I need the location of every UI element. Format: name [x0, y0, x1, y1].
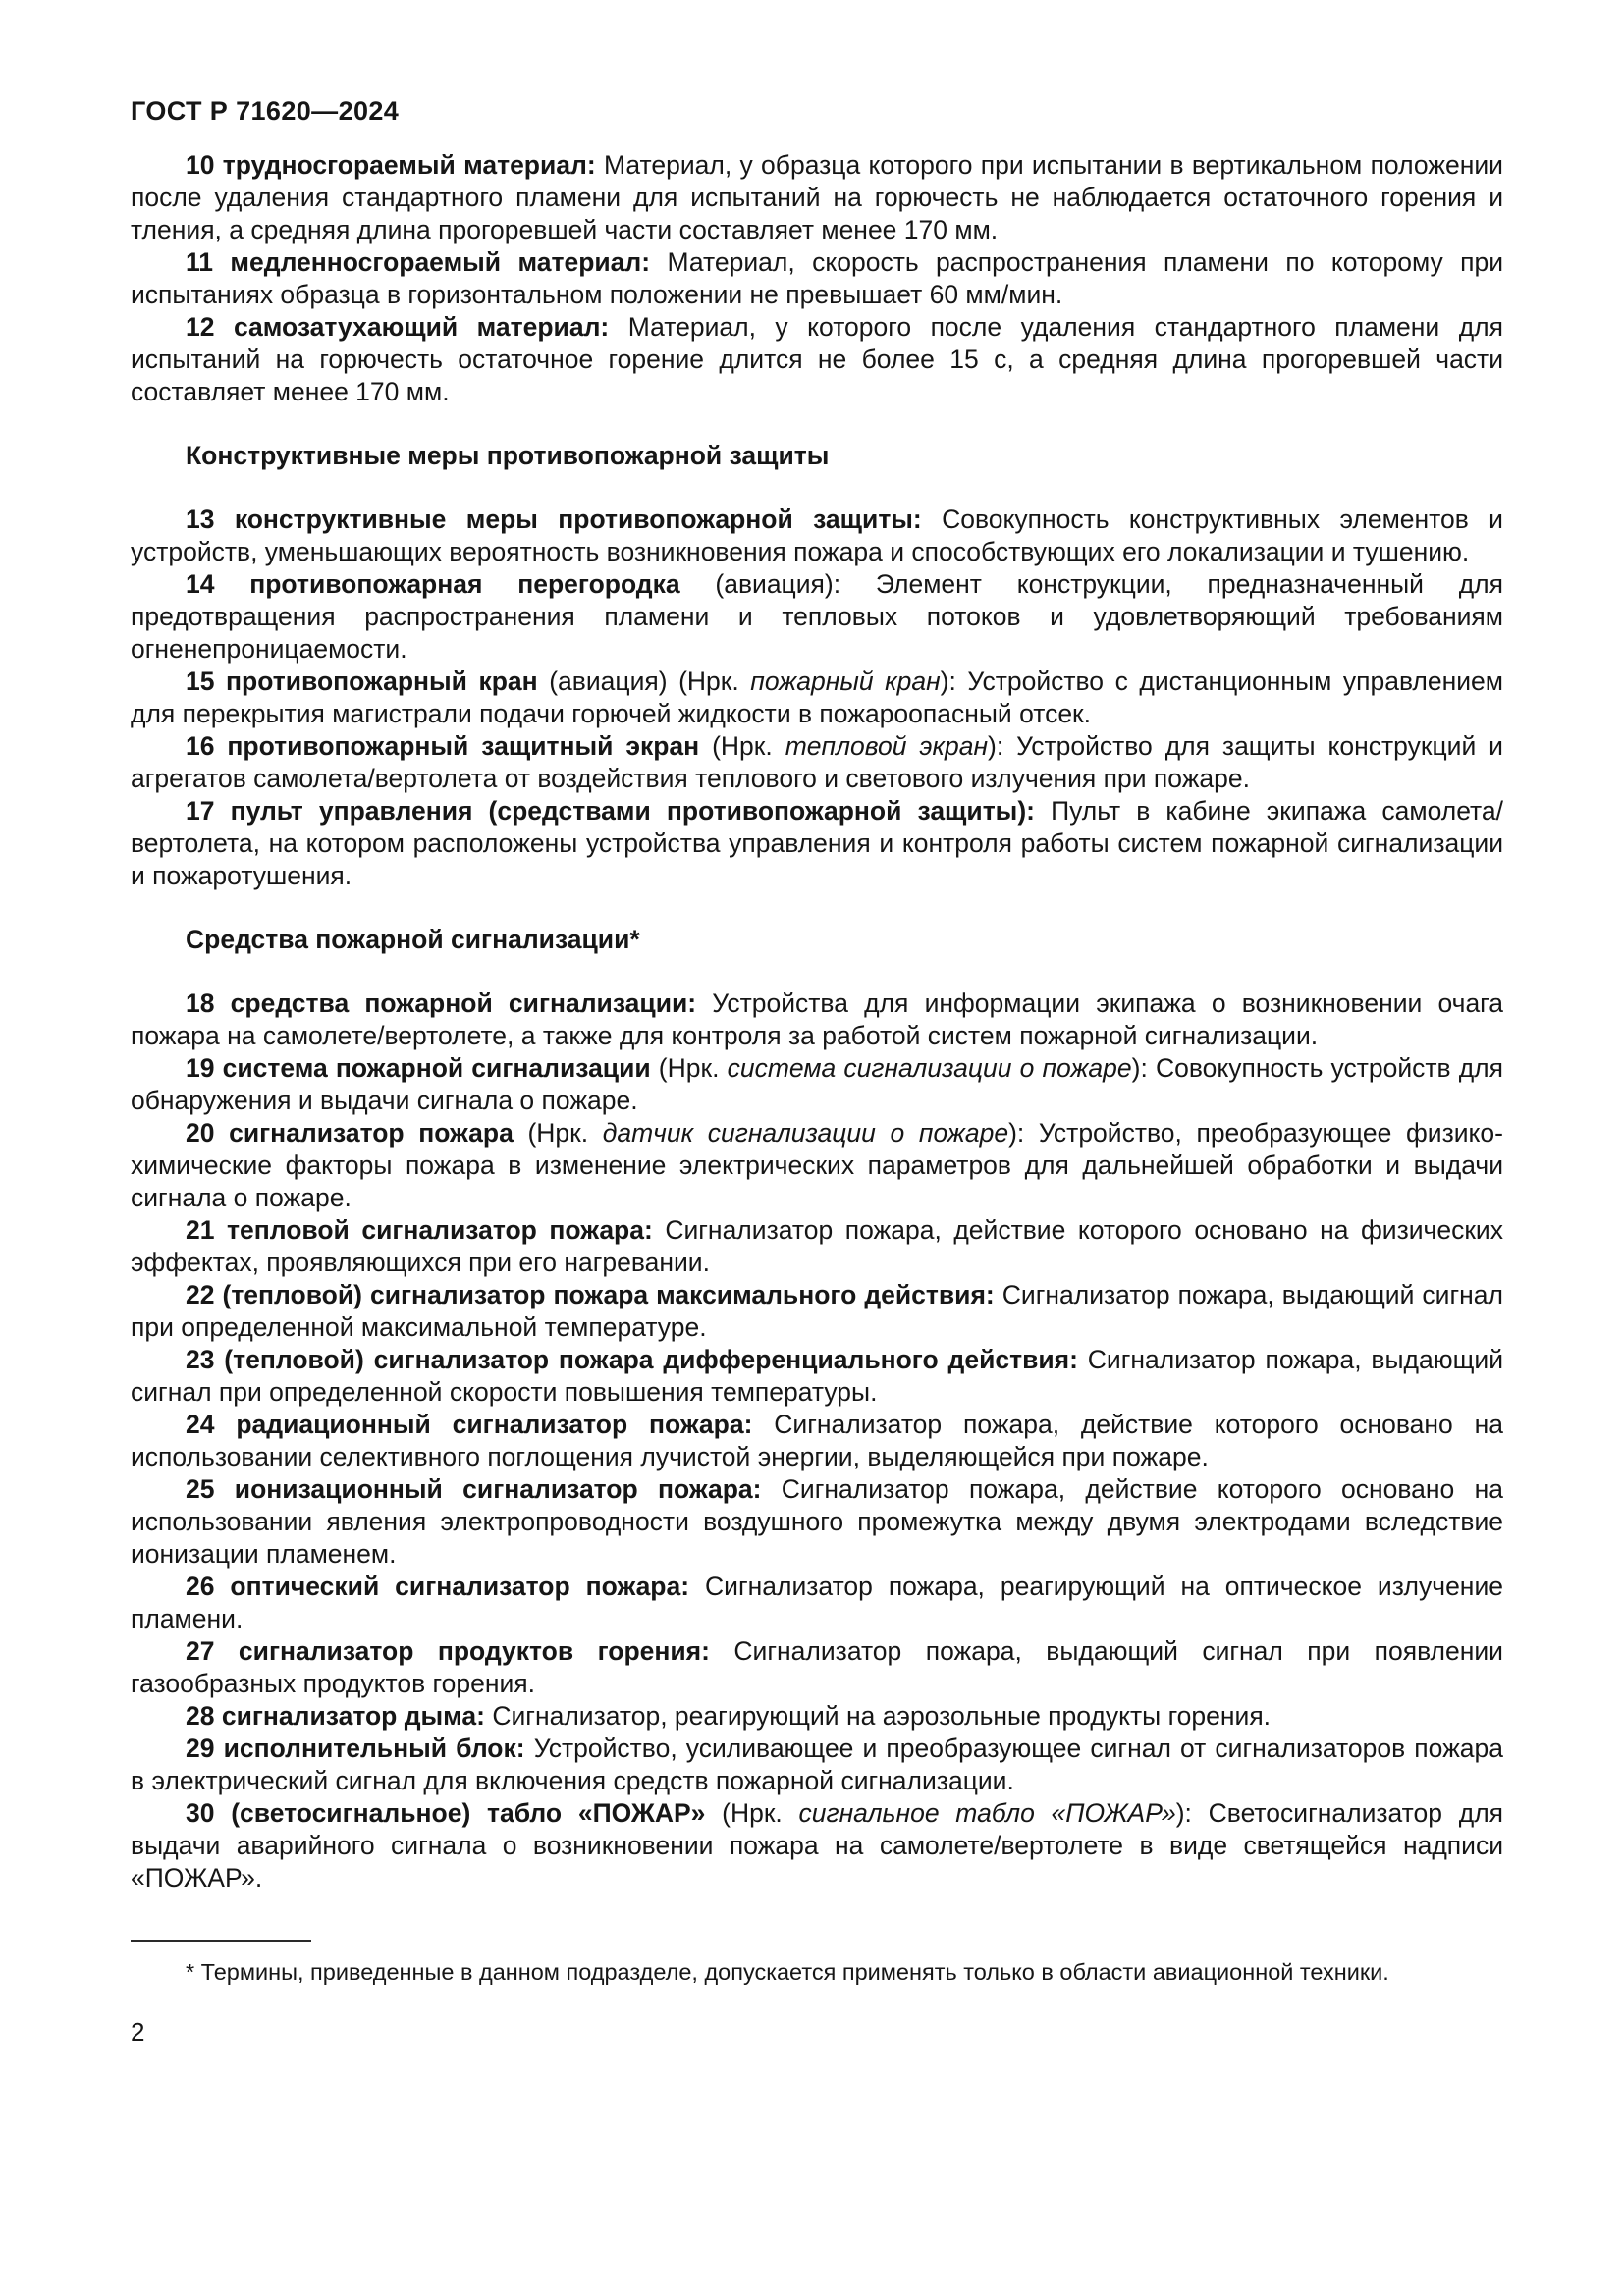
- text-run: (Нрк.: [527, 1118, 603, 1148]
- text-run: датчик сигнализации о пожаре: [602, 1118, 1009, 1148]
- text-run: (Нрк.: [658, 1053, 728, 1083]
- text-run: Сигнализатор пожара, действие которого основано на использовании селективного поглощения лучистой энергии, выделяющейся при пожаре.: [131, 1410, 1503, 1471]
- document-header: ГОСТ Р 71620—2024: [131, 96, 400, 126]
- text-run: 21 тепловой сигнализатор пожара:: [186, 1215, 666, 1245]
- text-run: 24 радиационный сигнализатор пожара:: [186, 1410, 775, 1439]
- text-run: 30 (светосигнальное) табло «ПОЖАР»: [186, 1798, 723, 1828]
- footnote-separator: [131, 1940, 311, 1942]
- term-paragraph: [131, 1635, 1503, 1700]
- text-run: 15 противопожарный кран: [186, 667, 550, 696]
- term-paragraph: [131, 1797, 1503, 1895]
- text-run: 29 исполнительный блок:: [186, 1734, 534, 1763]
- document-body: [131, 149, 1503, 2049]
- text-run: Совокупность конструктивных элементов и устройств, уменьшающих вероятность возникновения пожара и способствующих его локализации и тушению.: [131, 505, 1503, 566]
- term-paragraph: [131, 149, 1503, 246]
- text-run: тепловой экран: [785, 731, 989, 761]
- text-run: 11 медленносгораемый материал:: [186, 247, 668, 277]
- section-heading: Средства пожарной сигнализации*: [186, 925, 640, 954]
- text-run: 14 противопожарная перегородка: [186, 569, 716, 599]
- text-run: 20 сигнализатор пожара: [186, 1118, 528, 1148]
- text-run: 16 противопожарный защитный экран: [186, 731, 713, 761]
- term-paragraph: [131, 1473, 1503, 1571]
- term-paragraph: [131, 246, 1503, 311]
- term-paragraph: [131, 988, 1503, 1052]
- term-paragraph: [131, 1571, 1503, 1635]
- text-run: Материал, у образца которого при испытании в вертикальном положении после удаления стандартного пламени для испытаний на горючесть не наблюдается остаточного горения и тления, а средняя длина прогоревшей части составляет менее 170 мм.: [131, 150, 1503, 244]
- document-content: [131, 149, 1503, 1895]
- text-run: 28 сигнализатор дыма:: [186, 1701, 493, 1731]
- term-paragraph: [131, 1052, 1503, 1117]
- term-paragraph: [131, 1344, 1503, 1409]
- term-paragraph: [131, 1409, 1503, 1473]
- section-heading: Конструктивные меры противопожарной защиты: [186, 441, 830, 470]
- term-paragraph: [131, 1733, 1503, 1797]
- text-run: Сигнализатор пожара, реагирующий на оптическое излучение пламени.: [131, 1572, 1503, 1633]
- text-run: Пульт в кабине экипажа самолета/вертолета, на котором расположены устройства управления и контроля работы систем пожарной сигнализации и пожаротушения.: [131, 796, 1503, 890]
- text-run: 13 конструктивные меры противопожарной защиты:: [186, 505, 943, 534]
- text-run: ): Устройство для защиты конструкций и агрегатов самолета/вертолета от воздействия теплового и светового излучения при пожаре.: [131, 731, 1503, 793]
- text-run: (Нрк.: [712, 731, 785, 761]
- text-run: 27 сигнализатор продуктов горения:: [186, 1636, 734, 1666]
- text-run: 22 (тепловой) сигнализатор пожара максимального действия:: [186, 1280, 1002, 1309]
- text-run: Сигнализатор пожара, выдающий сигнал при определенной максимальной температуре.: [131, 1280, 1503, 1342]
- page-number: 2: [131, 2017, 145, 2047]
- text-run: пожарный кран: [750, 667, 941, 696]
- text-run: система сигнализации о пожаре: [727, 1053, 1132, 1083]
- text-run: Материал, скорость распространения пламени по которому при испытаниях образца в горизонтальном положении не превышает 60 мм/мин.: [131, 247, 1503, 309]
- text-run: сигнальное табло «ПОЖАР»: [798, 1798, 1176, 1828]
- text-run: 12 самозатухающий материал:: [186, 312, 628, 342]
- text-run: Устройство, усиливающее и преобразующее сигнал от сигнализаторов пожара в электрический сигнал для включения средств пожарной сигнализации.: [131, 1734, 1504, 1795]
- text-run: (авиация): Элемент конструкции, предназначенный для предотвращения распространения пламени и тепловых потоков и удовлетворяющий требованиям огненепроницаемости.: [131, 569, 1503, 664]
- text-run: (авиация) (Нрк.: [549, 667, 751, 696]
- term-paragraph: [131, 311, 1503, 408]
- footnote-block: [131, 1940, 1503, 1987]
- term-paragraph: [131, 568, 1503, 666]
- text-run: ): Устройство с дистанционным управлением для перекрытия магистрали подачи горючей жидкости в пожароопасный отсек.: [131, 667, 1504, 728]
- text-run: Устройства для информации экипажа о возникновении очага пожара на самолете/вертолете, а также для контроля за работой систем пожарной сигнализации.: [131, 988, 1504, 1050]
- term-paragraph: [131, 1117, 1503, 1214]
- term-paragraph: [131, 666, 1503, 730]
- text-run: 18 средства пожарной сигнализации:: [186, 988, 713, 1018]
- term-paragraph: [131, 1279, 1503, 1344]
- footnote-text: * Термины, приведенные в данном подразделе, допускается применять только в области авиационной техники.: [186, 1959, 1389, 1985]
- text-run: Сигнализатор пожара, выдающий сигнал при появлении газообразных продуктов горения.: [131, 1636, 1503, 1698]
- text-run: 17 пульт управления (средствами противопожарной защиты):: [186, 796, 1052, 826]
- text-run: ): Светосигнализатор для выдачи аварийного сигнала о возникновении пожара на самолете/вертолете в виде светящейся надписи «ПОЖАР».: [131, 1798, 1504, 1893]
- text-run: 19 система пожарной сигнализации: [186, 1053, 659, 1083]
- text-run: Сигнализатор, реагирующий на аэрозольные продукты горения.: [492, 1701, 1272, 1731]
- text-run: Сигнализатор пожара, выдающий сигнал при определенной скорости повышения температуры.: [131, 1345, 1504, 1407]
- text-run: 10 трудносгораемый материал:: [186, 150, 604, 180]
- text-run: (Нрк.: [722, 1798, 799, 1828]
- term-paragraph: [131, 1214, 1503, 1279]
- text-run: Сигнализатор пожара, действие которого основано на использовании явления электропроводности воздушного промежутка между двумя электродами вследствие ионизации пламенем.: [131, 1474, 1503, 1569]
- term-paragraph: [131, 795, 1503, 892]
- text-run: ): Устройство, преобразующее физико-химические факторы пожара в изменение электрических параметров для дальнейшей обработки и выдачи сигнала о пожаре.: [131, 1118, 1503, 1212]
- text-run: ): Совокупность устройств для обнаружения и выдачи сигнала о пожаре.: [131, 1053, 1503, 1115]
- term-paragraph: [131, 504, 1503, 568]
- text-run: Материал, у которого после удаления стандартного пламени для испытаний на горючесть остаточное горение длится не более 15 с, а средняя длина прогоревшей части составляет менее 170 мм.: [131, 312, 1503, 406]
- term-paragraph: [131, 730, 1503, 795]
- text-run: Сигнализатор пожара, действие которого основано на физических эффектах, проявляющихся при его нагревании.: [131, 1215, 1503, 1277]
- text-run: 23 (тепловой) сигнализатор пожара дифференциального действия:: [186, 1345, 1088, 1374]
- text-run: 25 ионизационный сигнализатор пожара:: [186, 1474, 782, 1504]
- term-paragraph: [131, 1700, 1503, 1733]
- text-run: 26 оптический сигнализатор пожара:: [186, 1572, 706, 1601]
